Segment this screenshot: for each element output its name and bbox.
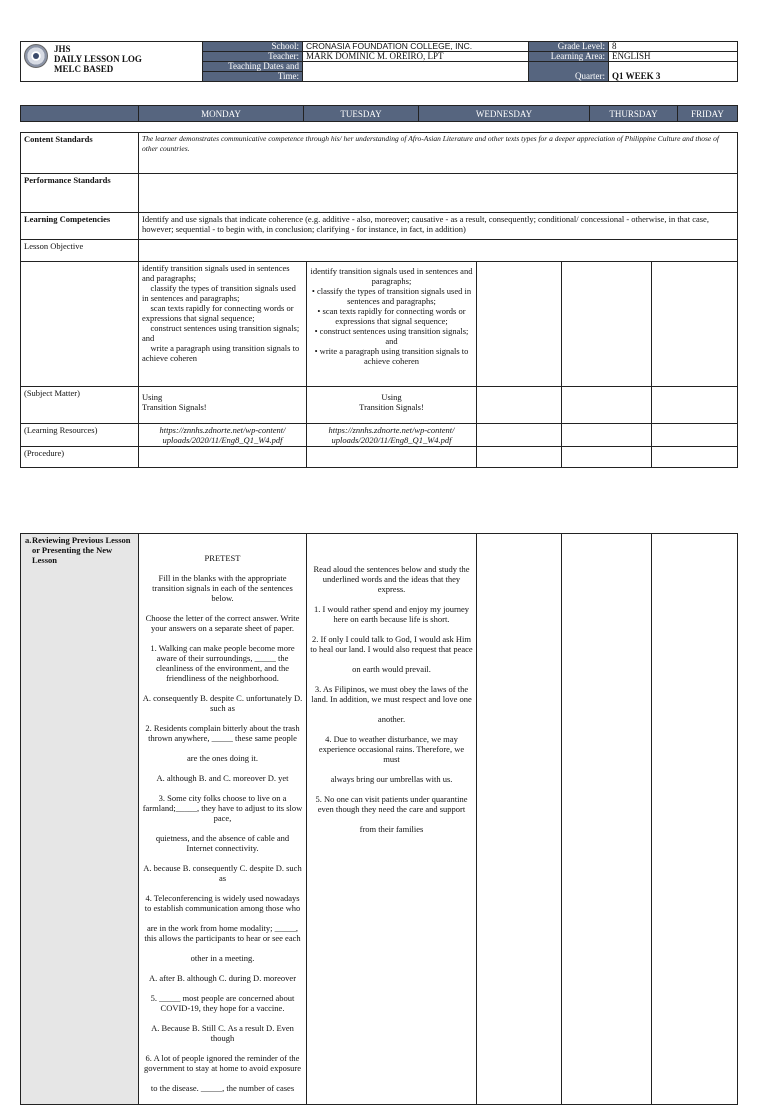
objective-monday-3: scan texts rapidly for connecting words or expressions that signal sequence; [142, 303, 296, 323]
learning-resources-monday-2[interactable]: uploads/2020/11/Eng8_Q1_W4.pdf [162, 435, 283, 445]
grade-value: 8 [609, 42, 738, 52]
subject-matter-label: (Subject Matter) [21, 387, 139, 424]
performance-standards-label: Performance Standards [21, 174, 139, 213]
review-friday [652, 534, 738, 1105]
objective-monday [139, 262, 307, 387]
subject-matter-wednesday [477, 387, 562, 424]
lesson-log-table [20, 132, 738, 468]
content-standards-text: The learner demonstrates communicative competence through his/ her understanding of Afro-Asian Literature and other texts types for a deeper appreciation of Philippine Culture and those of other countries. [139, 133, 738, 174]
review-tuesday-line: 4. Due to weather disturbance, we may experience occasional rains. Therefore, we must [318, 734, 465, 764]
objective-friday [652, 262, 738, 387]
procedure-wednesday [477, 447, 562, 468]
lesson-objective-header-blank [139, 240, 738, 262]
learning-resources-friday [652, 424, 738, 447]
learning-resources-wednesday [477, 424, 562, 447]
subject-matter-thursday [562, 387, 652, 424]
day-wednesday: WEDNESDAY [419, 106, 590, 122]
procedure-monday [139, 447, 307, 468]
review-tuesday-line: from their families [359, 824, 424, 834]
day-tuesday: TUESDAY [304, 106, 419, 122]
header-table [20, 41, 738, 82]
quarter-label: Quarter: [529, 62, 609, 82]
objective-tuesday-1: identify transition signals used in sentences and paragraphs; [310, 266, 473, 286]
objective-tuesday-2: • classify the types of transition signals used in sentences and paragraphs; [311, 286, 472, 306]
area-value: ENGLISH [609, 52, 738, 62]
header-title [54, 44, 142, 74]
header-title-line-1: JHS [54, 44, 71, 54]
teacher-value: MARK DOMINIC M. OREIRO, LPT [303, 52, 529, 62]
review-monday-line: 6. A lot of people ignored the reminder of the government to stay at home to avoid exposure [144, 1053, 301, 1073]
review-tuesday-line: always bring our umbrellas with us. [330, 774, 453, 784]
objective-tuesday [307, 262, 477, 387]
review-wednesday [477, 534, 562, 1105]
day-monday: MONDAY [139, 106, 304, 122]
learning-competencies-text: Identify and use signals that indicate coherence (e.g. additive - also, moreover; causative - as a result, consequently; conditional/ concessional - otherwise, in that case, however; sequential - to begin with, in conclusion; clarifying - for instance, in fact, in addition) [139, 213, 738, 240]
day-friday: FRIDAY [678, 106, 738, 122]
procedure-table [20, 533, 738, 1105]
objective-label-blank [21, 262, 139, 387]
review-tuesday-line: 2. If only I could talk to God, I would ask Him to heal our land. I would also request that peace [310, 634, 473, 654]
review-monday-line: to the disease. _____, the number of cases [150, 1083, 295, 1093]
review-tuesday-line: on earth would prevail. [352, 664, 431, 674]
review-monday-line: Choose the letter of the correct answer. Write your answers on a separate sheet of paper. [145, 613, 300, 633]
teacher-label: Teacher: [203, 52, 303, 62]
dates-value [303, 62, 529, 82]
content-standards-label: Content Standards [21, 133, 139, 174]
day-header-bar [20, 105, 738, 122]
review-tuesday [307, 534, 477, 1105]
deped-seal-icon [24, 44, 48, 68]
area-label: Learning Area: [529, 52, 609, 62]
procedure-friday [652, 447, 738, 468]
procedure-tuesday [307, 447, 477, 468]
procedure-label: (Procedure) [21, 447, 139, 468]
review-monday-line: A. although B. and C. moreover D. yet [156, 773, 289, 783]
header-title-line-3: MELC BASED [54, 64, 114, 74]
subject-matter-friday [652, 387, 738, 424]
grade-label: Grade Level: [529, 42, 609, 52]
review-monday-line: other in a meeting. [190, 953, 255, 963]
review-tuesday-line: 5. No one can visit patients under quarantine even though they need the care and support [315, 794, 468, 814]
learning-resources-tuesday [307, 424, 477, 447]
objective-monday-2: classify the types of transition signals used in sentences and paragraphs; [142, 283, 299, 303]
subject-matter-tuesday [307, 387, 477, 424]
review-thursday [562, 534, 652, 1105]
review-tuesday-line: Read aloud the sentences below and study the underlined words and the ideas that they express. [313, 564, 470, 594]
review-monday-line: 2. Residents complain bitterly about the trash thrown anywhere, _____ these same people [145, 723, 300, 743]
review-monday-line: are in the work from home modality; _____, this allows the participants to hear or see each [144, 923, 301, 943]
learning-competencies-label: Learning Competencies [21, 213, 139, 240]
objective-monday-1: identify transition signals used in sentences and paragraphs; [142, 263, 290, 283]
day-thursday: THURSDAY [590, 106, 678, 122]
header-title-cell [21, 42, 203, 82]
objective-tuesday-3: • scan texts rapidly for connecting words or expressions that signal sequence; [317, 306, 466, 326]
review-monday-line: A. consequently B. despite C. unfortunately D. such as [142, 693, 303, 713]
quarter-value: Q1 WEEK 3 [609, 62, 738, 82]
review-monday-line: A. because B. consequently C. despite D. such as [143, 863, 302, 883]
learning-resources-label: (Learning Resources) [21, 424, 139, 447]
review-monday-line: 4. Teleconferencing is widely used nowadays to establish communication among those who [144, 893, 301, 913]
review-monday-line: A. after B. although C. during D. moreover [148, 973, 297, 983]
objective-tuesday-5: • write a paragraph using transition signals to achieve coheren [314, 346, 469, 366]
day-header-blank [21, 106, 139, 122]
learning-resources-tuesday-2[interactable]: uploads/2020/11/Eng8_Q1_W4.pdf [331, 435, 452, 445]
review-monday-line: Fill in the blanks with the appropriate transition signals in each of the sentences below. [152, 573, 293, 603]
objective-monday-5: write a paragraph using transition signals to achieve coheren [142, 343, 302, 363]
learning-resources-monday-1[interactable]: https://znnhs.zdnorte.net/wp-content/ [159, 425, 286, 435]
review-monday-line: quietness, and the absence of cable and Internet connectivity. [155, 833, 290, 853]
review-tuesday-line: another. [377, 714, 406, 724]
review-monday-line: PRETEST [204, 553, 241, 563]
school-label: School: [203, 42, 303, 52]
review-label-cell [21, 534, 139, 1105]
review-monday [139, 534, 307, 1105]
objective-monday-4: construct sentences using transition signals; and [142, 323, 302, 343]
subject-matter-monday-1: Using [142, 392, 163, 402]
review-monday-line: are the ones doing it. [186, 753, 259, 763]
review-monday-line: 3. Some city folks choose to live on a farmland;_____, they have to adjust to its slow pace, [142, 793, 303, 823]
procedure-thursday [562, 447, 652, 468]
header-title-line-2: DAILY LESSON LOG [54, 54, 142, 64]
review-tuesday-line: 3. As Filipinos, we must obey the laws of the land. In addition, we must respect and love one [311, 684, 472, 704]
subject-matter-tuesday-2: Transition Signals! [359, 402, 424, 412]
review-tuesday-line: 1. I would rather spend and enjoy my journey here on earth because life is short. [313, 604, 470, 624]
objective-tuesday-4: • construct sentences using transition signals; and [314, 326, 469, 346]
review-monday-line: 1. Walking can make people become more aware of their surroundings, _____ the cleanliness of the environment, and the friendliness of the neighborhood. [150, 643, 295, 683]
review-monday-line: 5. _____ most people are concerned about COVID-19, they hope for a vaccine. [150, 993, 295, 1013]
review-letter: a. [25, 535, 32, 545]
dates-label-1: Teaching Dates and [203, 62, 303, 72]
subject-matter-monday-2: Transition Signals! [142, 402, 207, 412]
learning-resources-thursday [562, 424, 652, 447]
dates-label-2: Time: [203, 72, 303, 82]
objective-wednesday [477, 262, 562, 387]
review-monday-line: A. Because B. Still C. As a result D. Even though [151, 1023, 294, 1043]
review-label: Reviewing Previous Lesson or Presenting the New Lesson [31, 535, 131, 565]
performance-standards-text [139, 174, 738, 213]
school-value: CRONASIA FOUNDATION COLLEGE, INC. [303, 42, 529, 52]
learning-resources-monday [139, 424, 307, 447]
objective-thursday [562, 262, 652, 387]
learning-resources-tuesday-1[interactable]: https://znnhs.zdnorte.net/wp-content/ [328, 425, 455, 435]
subject-matter-tuesday-1: Using [381, 392, 402, 402]
subject-matter-monday [139, 387, 307, 424]
lesson-objective-label: Lesson Objective [21, 240, 139, 262]
